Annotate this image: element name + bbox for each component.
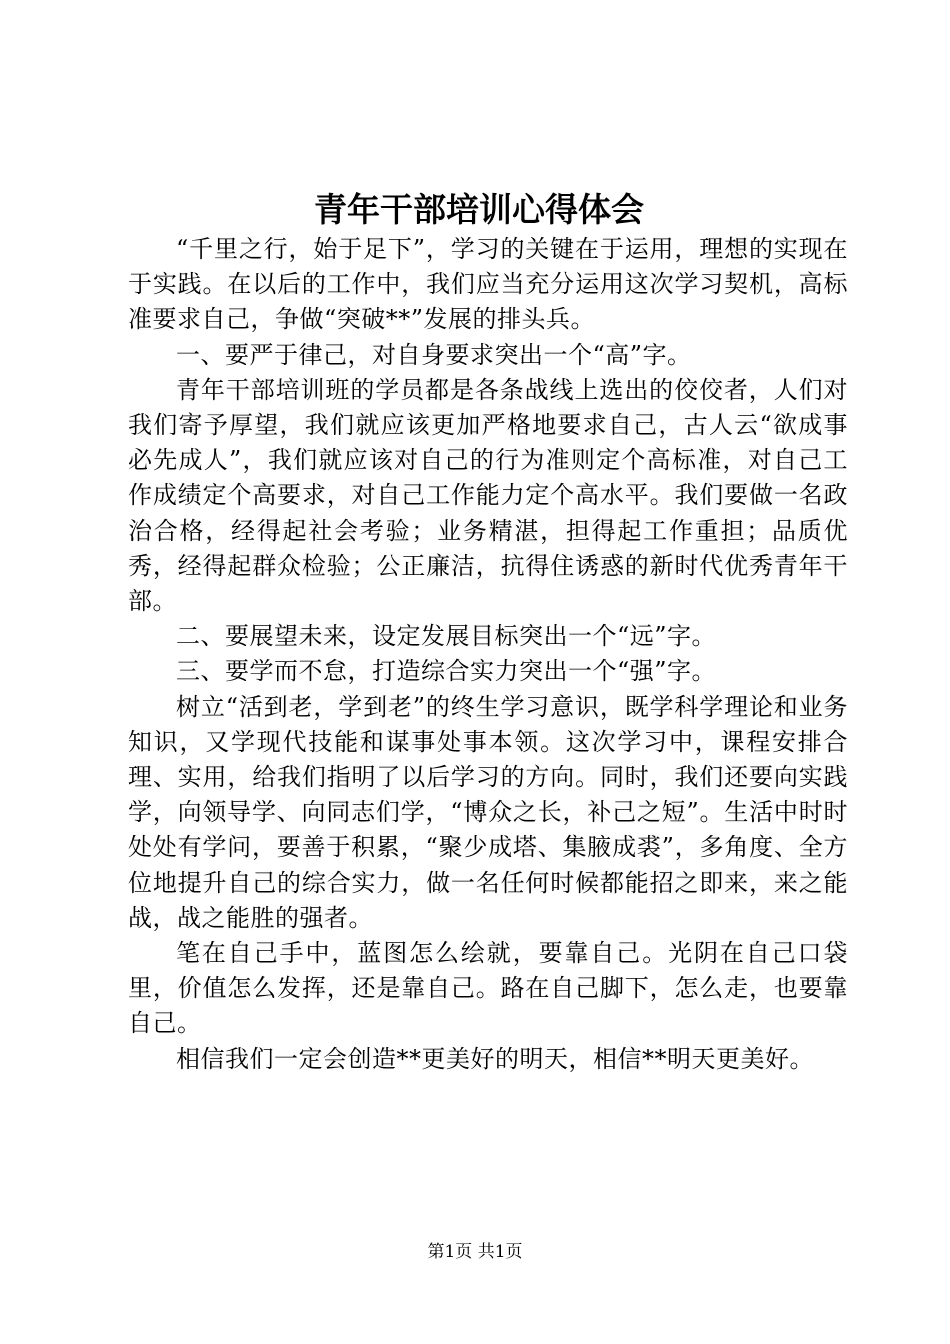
- paragraph-heading-1: 一、要严于律己，对自身要求突出一个“高”字。: [176, 340, 692, 369]
- page-footer: 第1页 共1页: [427, 1242, 523, 1262]
- document-body: [128, 232, 848, 1077]
- paragraph-self-discipline: 青年干部培训班的学员都是各条战线上选出的佼佼者，人们对我们寄予厚望，我们就应该更加严格地要求自己，古人云“欲成事必先成人”，我们就应该对自己的行为准则定个高标准，对自己工作成绩定个高要求，对自己工作能力定个高水平。我们要做一名政治合格，经得起社会考验；业务精湛，担得起工作重担；品质优秀，经得起群众检验；公正廉洁，抗得住诱惑的新时代优秀青年干部。: [128, 375, 848, 616]
- paragraph-intro: “千里之行，始于足下”，学习的关键在于运用，理想的实现在于实践。在以后的工作中，我们应当充分运用这次学习契机，高标准要求自己，争做“突破**”发展的排头兵。: [128, 235, 848, 334]
- paragraph-heading-3: 三、要学而不怠，打造综合实力突出一个“强”字。: [176, 657, 717, 686]
- paragraph-closing: 相信我们一定会创造**更美好的明天，相信**明天更美好。: [176, 1044, 814, 1073]
- paragraph-self-reliance: 笔在自己手中，蓝图怎么绘就，要靠自己。光阴在自己口袋里，价值怎么发挥，还是靠自己。路在自己脚下，怎么走，也要靠自己。: [128, 939, 848, 1038]
- paragraph-heading-2: 二、要展望未来，设定发展目标突出一个“远”字。: [176, 622, 717, 651]
- paragraph-lifelong-learning: 树立“活到老，学到老”的终生学习意识，既学科学理论和业务知识，又学现代技能和谋事处事本领。这次学习中，课程安排合理、实用，给我们指明了以后学习的方向。同时，我们还要向实践学，向领导学、向同志们学，“博众之长，补己之短”。生活中时时处处有学问，要善于积累，“聚少成塔、集腋成裘”，多角度、全方位地提升自己的综合实力，做一名任何时候都能招之即来，来之能战，战之能胜的强者。: [128, 692, 848, 932]
- document-title: 青年干部培训心得体会: [314, 190, 644, 229]
